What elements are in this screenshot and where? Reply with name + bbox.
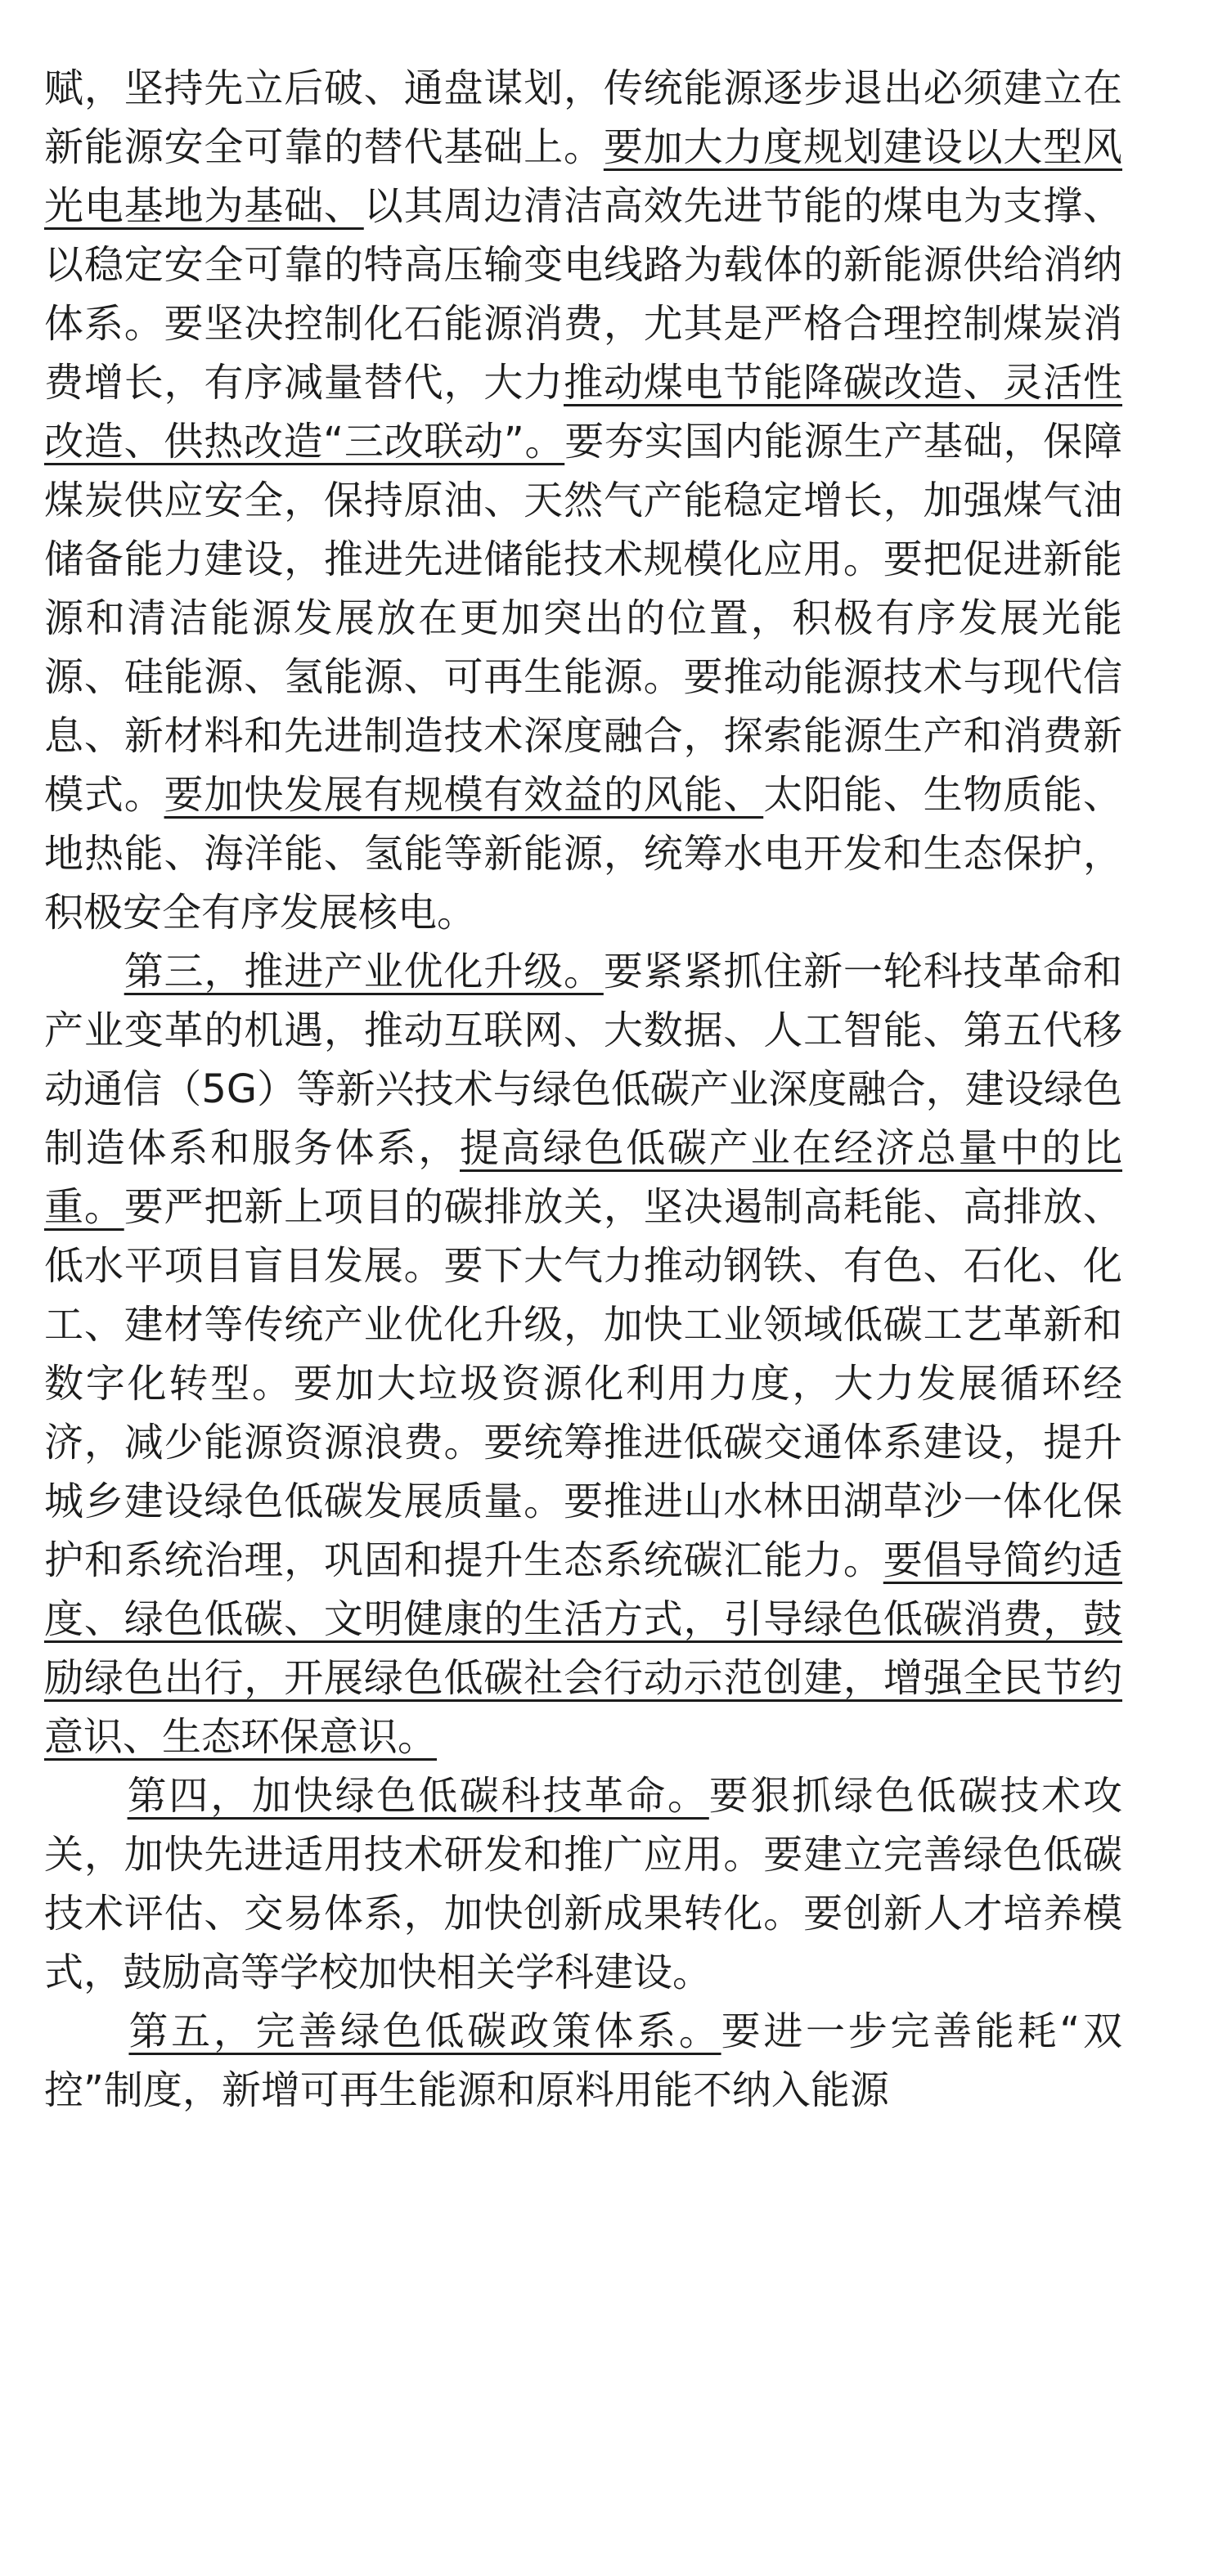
- paragraph-technology: [44, 1766, 1122, 2002]
- indent-spacer: [44, 2008, 128, 2054]
- underlined-run: 第四，加快绿色低碳科技革命。: [127, 1773, 709, 1819]
- text-run: 太阳能、生物质能、地热能、海洋能、氢能等新能源，统筹水电开发和生态保护，积极安全有序发展核电。: [44, 772, 1122, 936]
- underlined-run: 第三，推进产业优化升级。: [124, 949, 604, 994]
- indent-spacer: [44, 1773, 128, 1819]
- text-run: 要严把新上项目的碳排放关，坚决遏制高耗能、高排放、低水平项目盲目发展。要下大气力推动钢铁、有色、石化、化工、建材等传统产业优化升级，加快工业领域低碳工艺革新和数字化转型。要加大垃圾资源化利用力度，大力发展循环经济，减少能源资源浪费。要统筹推进低碳交通体系建设，提升城乡建设绿色低碳发展质量。要推进山水林田湖草沙一体化保护和系统治理，巩固和提升生态系统碳汇能力。: [44, 1184, 1122, 1583]
- underlined-run: 第五，完善绿色低碳政策体系。: [128, 2008, 721, 2054]
- text-run: 要夯实国内能源生产基础，保障煤炭供应安全，保持原油、天然气产能稳定增长，加强煤气油储备能力建设，推进先进储能技术规模化应用。要把促进新能源和清洁能源发展放在更加突出的位置，积极有序发展光能源、硅能源、氢能源、可再生能源。要推动能源技术与现代信息、新材料和先进制造技术深度融合，探索能源生产和消费新模式。: [44, 419, 1122, 818]
- underlined-run: 推动煤电节能降碳改造、灵活性改造、供热改造“三改联动”。: [44, 360, 1122, 464]
- text-run: 要进一步完善能耗“双控”制度，新增可再生能源和原料用能不纳入能源: [44, 2008, 1122, 2113]
- text-run: 以其周边清洁高效先进节能的煤电为支撑、以稳定安全可靠的特高压输变电线路为载体的新能源供给消纳体系。要坚决控制化石能源消费，尤其是严格合理控制煤炭消费增长，有序减量替代，大力: [44, 183, 1122, 406]
- underlined-run: 要倡导简约适度、绿色低碳、文明健康的生活方式，引导绿色低碳消费，鼓励绿色出行，开展绿色低碳社会行动示范创建，增强全民节约意识、生态环保意识。: [44, 1537, 1122, 1760]
- paragraph-policy: [44, 2002, 1122, 2120]
- text-run: 要紧紧抓住新一轮科技革命和产业变革的机遇，推动互联网、大数据、人工智能、第五代移动通信（5G）等新兴技术与绿色低碳产业深度融合，建设绿色制造体系和服务体系，: [44, 949, 1122, 1171]
- underlined-run: 要加大力度规划建设以大型风光电基地为基础、: [44, 124, 1122, 229]
- underlined-run: 提高绿色低碳产业在经济总量中的比重。: [44, 1125, 1122, 1230]
- paragraph-energy: [44, 59, 1122, 942]
- text-run: 赋，坚持先立后破、通盘谋划，传统能源逐步退出必须建立在新能源安全可靠的替代基础上。: [44, 65, 1122, 170]
- indent-spacer: [44, 949, 124, 994]
- underlined-run: 要加快发展有规模有效益的风能、: [164, 772, 764, 818]
- paragraph-industry: [44, 942, 1122, 1766]
- text-run: 要狠抓绿色低碳技术攻关，加快先进适用技术研发和推广应用。要建立完善绿色低碳技术评估、交易体系，加快创新成果转化。要创新人才培养模式，鼓励高等学校加快相关学科建设。: [44, 1773, 1122, 1995]
